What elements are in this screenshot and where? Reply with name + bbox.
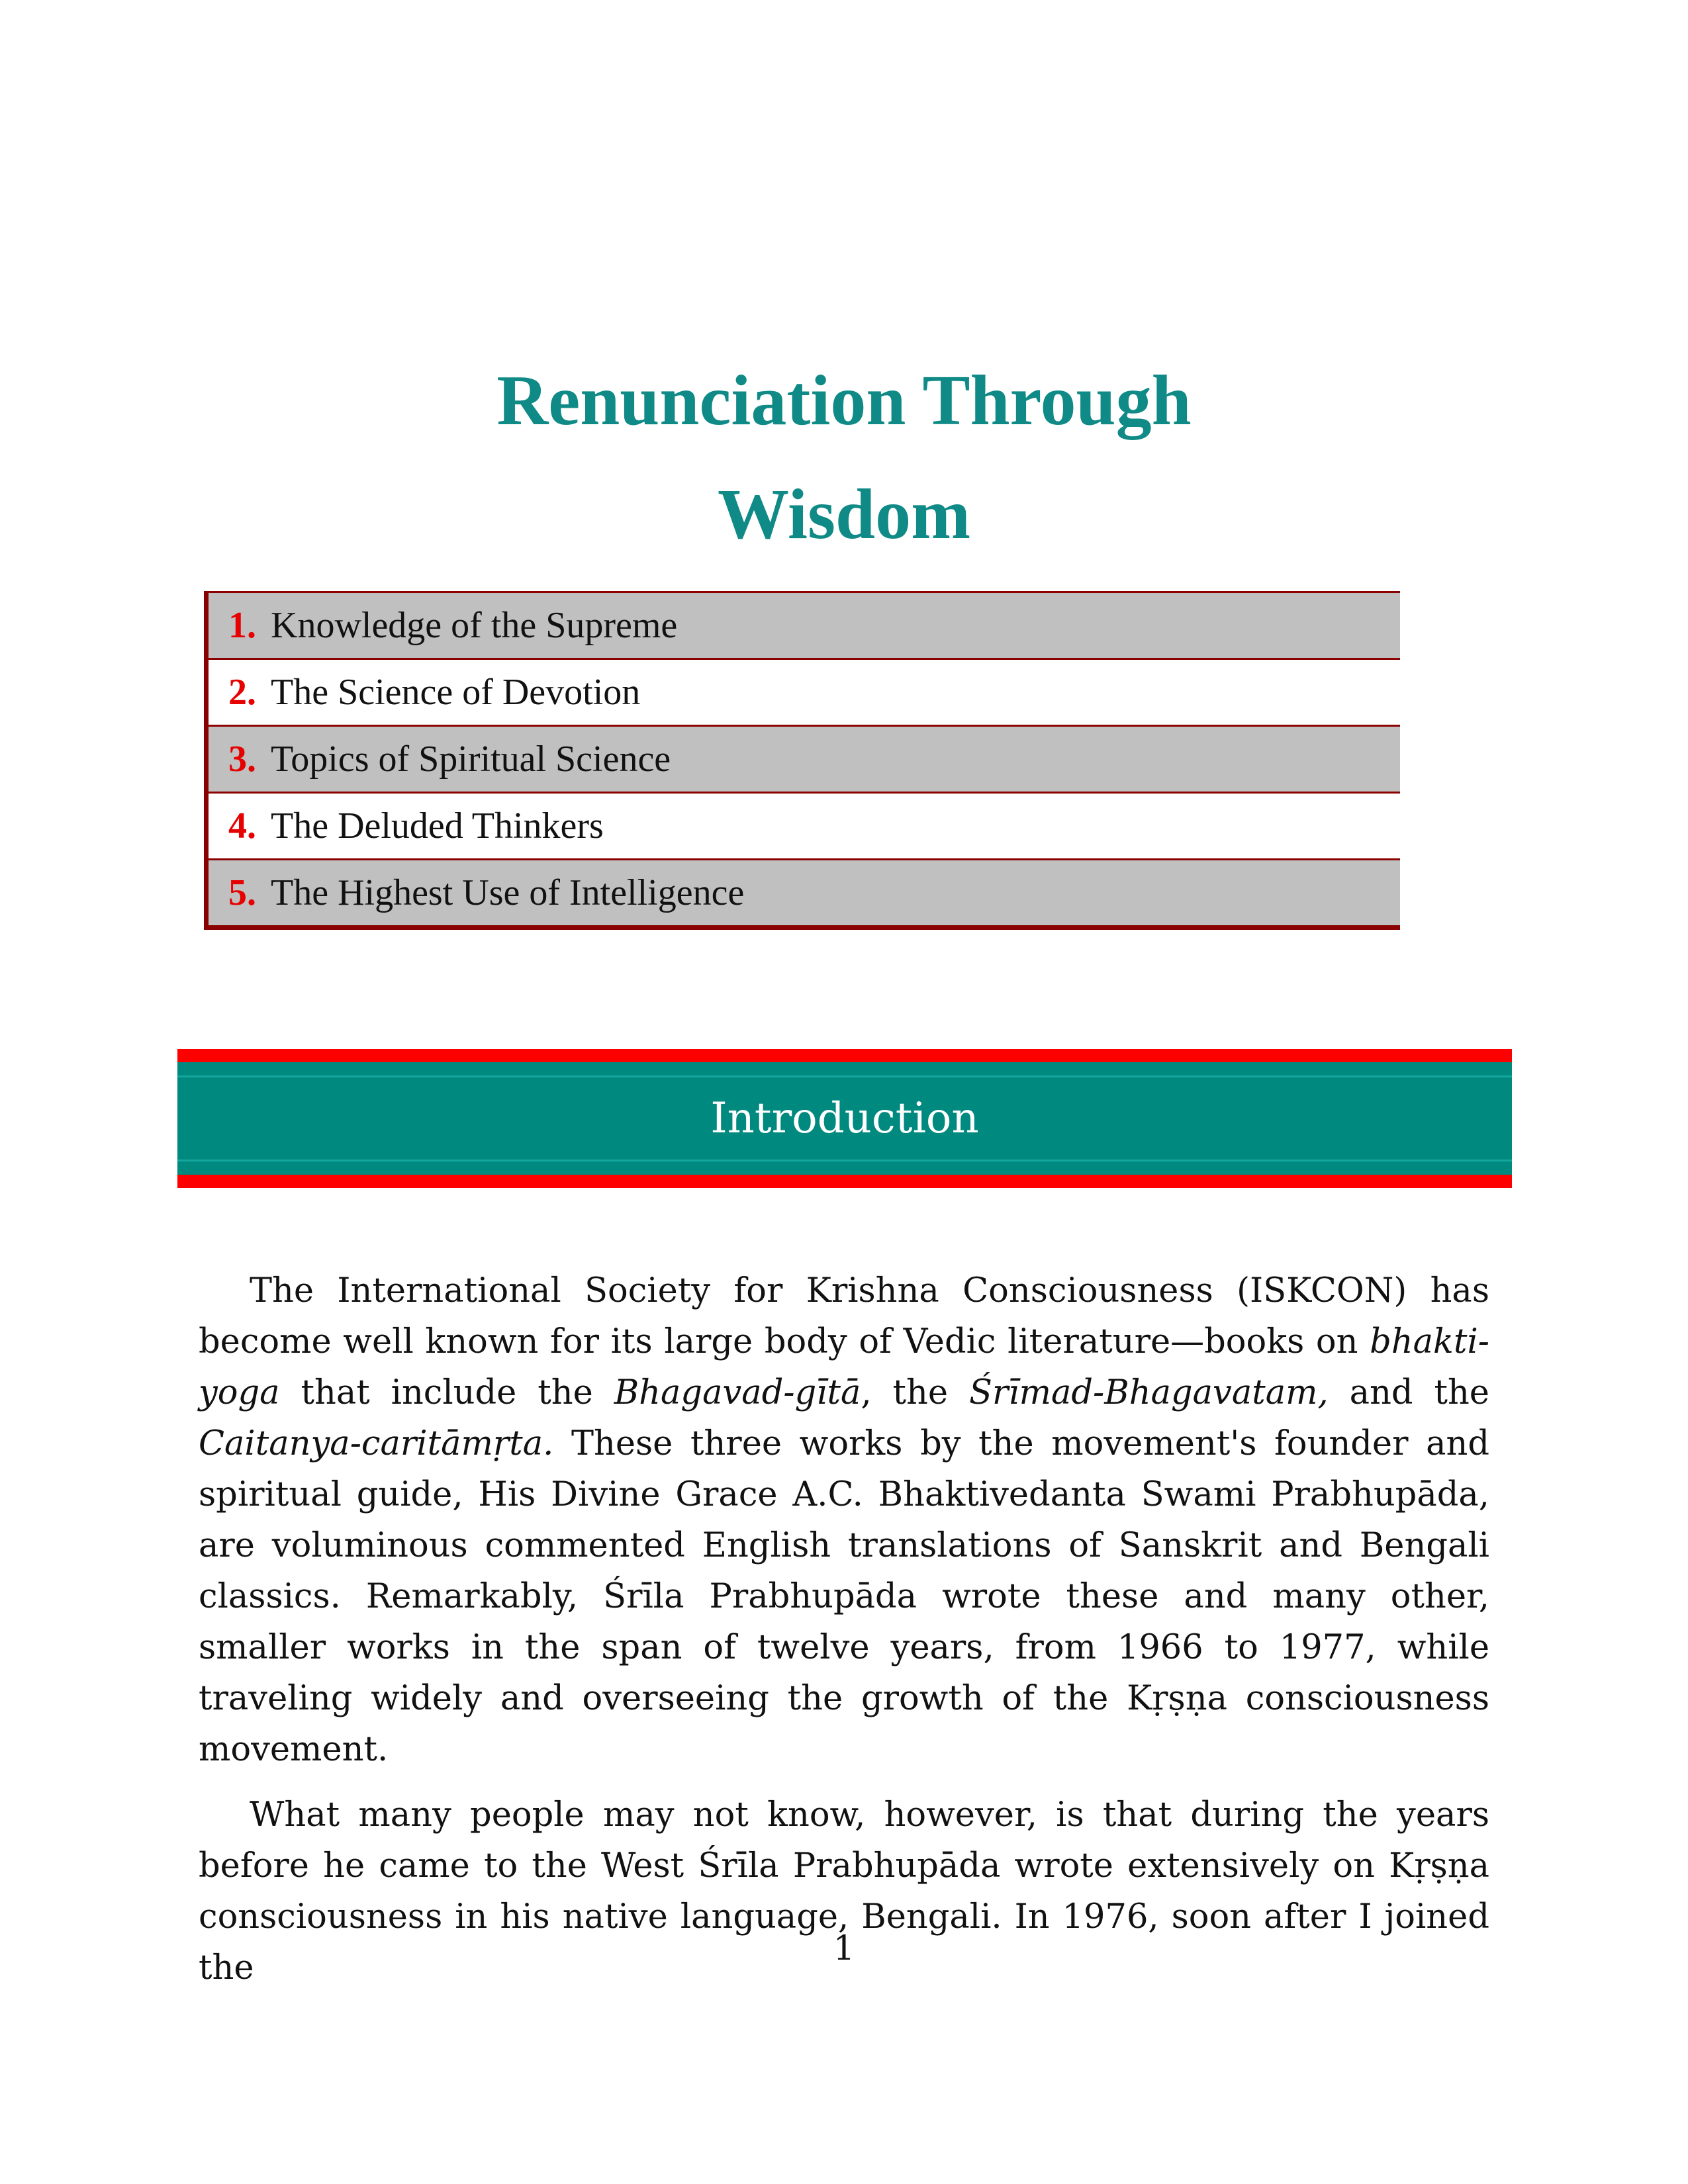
section-heading-banner — [177, 1049, 1512, 1188]
toc-item-label: Knowledge of the Supreme — [271, 605, 678, 646]
paragraph-2: What many people may not know, however, is that during the years before he came to the West Śrīla Prabhupāda wrote extensively on Kṛṣṇa consciousness in his native language, Bengali. In 1976, soon after I joined the — [199, 1796, 1489, 1987]
chapter-title — [0, 344, 1688, 572]
toc-item-3[interactable] — [209, 725, 1400, 792]
chapter-title-line-2: Wisdom — [717, 475, 971, 554]
toc-item-number: 4. — [228, 805, 256, 846]
toc-item-label: Topics of Spiritual Science — [271, 739, 671, 780]
toc-item-4[interactable] — [209, 792, 1400, 858]
table-of-contents — [204, 591, 1400, 930]
italic-term: Bhagavad-gītā — [614, 1373, 861, 1412]
toc-item-label: The Science of Devotion — [271, 672, 641, 713]
paragraph-1-text: that include the — [279, 1373, 614, 1412]
section-heading: Introduction — [710, 1094, 979, 1143]
paragraph-1-text: These three works by the movement's founder and spiritual guide, His Divine Grace A.C. Bhaktivedanta Swami Prabhupāda, are voluminous commented English translations of Sanskrit and Bengali classics. Remarkably, Śrīla Prabhupāda wrote these and many other, smaller works in the span of twelve years, from 1966 to 1977, while traveling widely and overseeing the growth of the Kṛṣṇa consciousness movement. — [199, 1424, 1489, 1769]
paragraph-1-text: The International Society for Krishna Consciousness (ISKCON) has become well known for its large body of Vedic literature—books on — [199, 1271, 1489, 1361]
paragraph-1-text: and the — [1328, 1373, 1489, 1412]
toc-item-number: 5. — [228, 872, 256, 913]
page-number: 1 — [833, 1929, 855, 1968]
toc-item-label: The Highest Use of Intelligence — [271, 872, 745, 913]
italic-term: Caitanya-caritāmṛta. — [199, 1424, 554, 1463]
toc-item-number: 1. — [228, 605, 256, 646]
paragraph-1 — [199, 1265, 1489, 1775]
body-text — [199, 1265, 1489, 2008]
toc-item-label: The Deluded Thinkers — [271, 805, 604, 846]
paragraph-1-text: , the — [861, 1373, 969, 1412]
toc-item-2[interactable] — [209, 658, 1400, 725]
toc-item-number: 2. — [228, 672, 256, 713]
italic-term: bhakti-yoga — [199, 1322, 1489, 1412]
toc-item-1[interactable] — [209, 591, 1400, 658]
chapter-title-line-1: Renunciation Through — [496, 361, 1192, 440]
italic-term: Śrīmad-Bhagavatam, — [969, 1373, 1329, 1412]
toc-item-5[interactable] — [209, 858, 1400, 925]
toc-item-number: 3. — [228, 739, 256, 780]
